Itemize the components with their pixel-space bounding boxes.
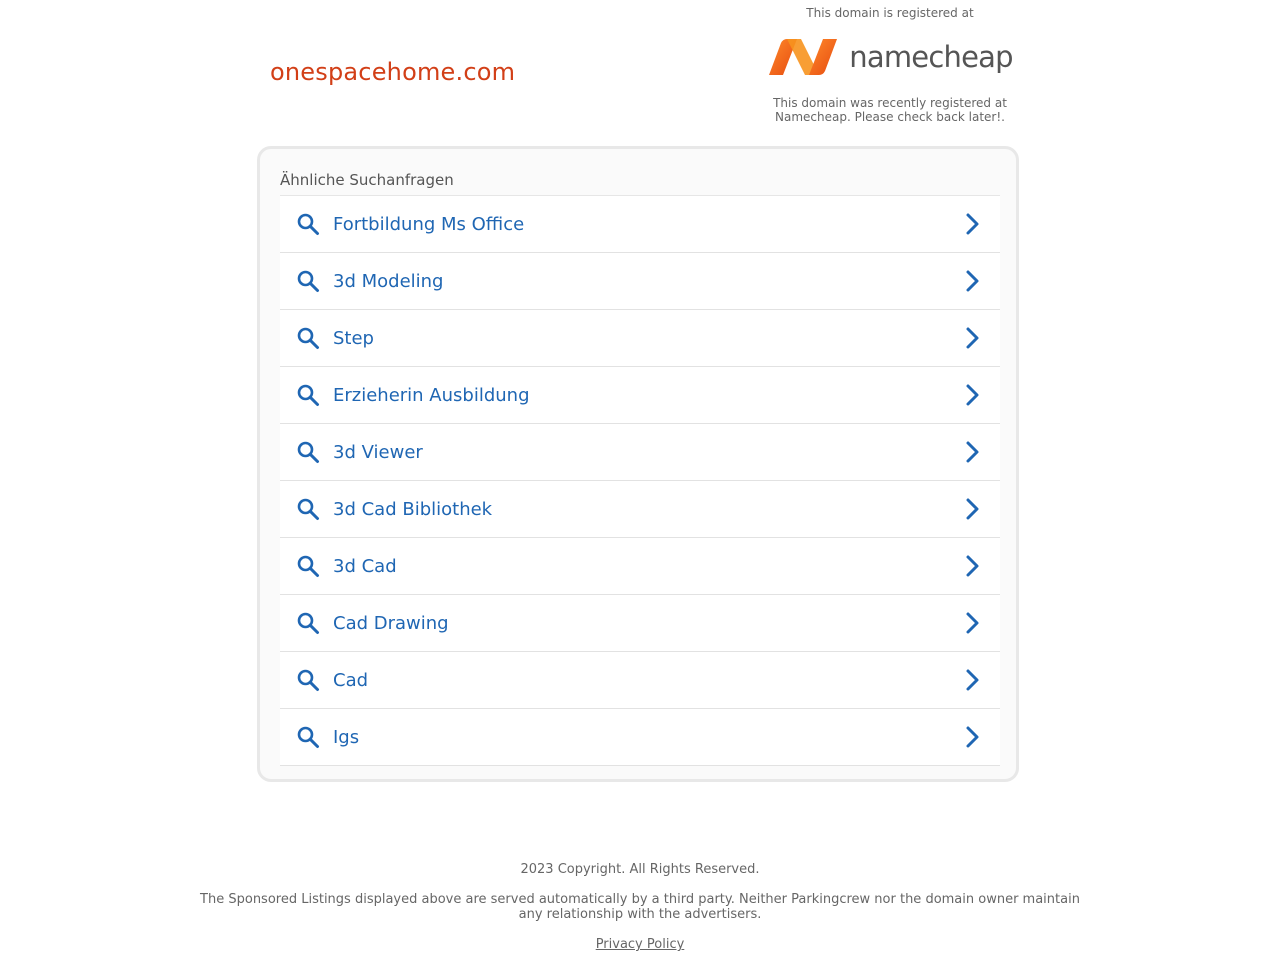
chevron-right-icon <box>962 725 984 749</box>
copyright-text: 2023 Copyright. All Rights Reserved. <box>520 862 760 877</box>
search-icon <box>296 554 320 578</box>
chevron-right-icon <box>962 668 984 692</box>
related-search-label: Erzieherin Ausbildung <box>333 384 530 406</box>
search-icon <box>296 326 320 350</box>
search-icon <box>296 668 320 692</box>
chevron-right-icon <box>962 554 984 578</box>
search-icon <box>296 497 320 521</box>
privacy-section <box>0 937 1280 952</box>
related-search-item[interactable] <box>280 652 1000 709</box>
related-search-item[interactable] <box>280 367 1000 424</box>
related-search-item[interactable] <box>280 538 1000 595</box>
chevron-right-icon <box>962 497 984 521</box>
domain-title: onespacehome.com <box>270 58 516 86</box>
recent-notice: This domain was recently registered at Namecheap. Please check back later!. <box>773 96 1007 124</box>
related-searches-panel <box>257 146 1019 782</box>
disclaimer <box>0 892 1280 922</box>
related-search-label: 3d Cad <box>333 555 397 577</box>
search-icon <box>296 725 320 749</box>
related-search-item[interactable] <box>280 709 1000 766</box>
chevron-right-icon <box>962 383 984 407</box>
related-search-label: Step <box>333 327 374 349</box>
related-search-label: 3d Modeling <box>333 270 444 292</box>
related-search-item[interactable] <box>280 424 1000 481</box>
search-icon <box>296 383 320 407</box>
related-search-item[interactable] <box>280 481 1000 538</box>
namecheap-mark-icon <box>767 37 839 77</box>
chevron-right-icon <box>962 611 984 635</box>
related-search-label: Cad Drawing <box>333 612 449 634</box>
search-icon <box>296 269 320 293</box>
registered-at-text: This domain is registered at <box>806 6 974 20</box>
related-search-item[interactable] <box>280 253 1000 310</box>
search-icon <box>296 611 320 635</box>
related-searches-list <box>280 195 1000 766</box>
disclaimer-text: The Sponsored Listings displayed above are served automatically by a third party. Neither Parkingcrew nor the domain owner maintain any relationship with the advertisers. <box>200 892 1080 922</box>
related-search-label: Fortbildung Ms Office <box>333 213 525 235</box>
related-search-item[interactable] <box>280 196 1000 253</box>
chevron-right-icon <box>962 212 984 236</box>
related-search-label: Igs <box>333 726 360 748</box>
privacy-policy-link[interactable]: Privacy Policy <box>595 937 685 952</box>
search-icon <box>296 212 320 236</box>
related-search-label: 3d Cad Bibliothek <box>333 498 493 520</box>
registrar-wordmark: namecheap <box>849 40 1013 74</box>
related-search-label: Cad <box>333 669 369 691</box>
namecheap-logo[interactable] <box>760 28 1020 86</box>
related-searches-title: Ähnliche Suchanfragen <box>280 171 454 189</box>
related-search-item[interactable] <box>280 595 1000 652</box>
related-search-item[interactable] <box>280 310 1000 367</box>
chevron-right-icon <box>962 440 984 464</box>
related-search-label: 3d Viewer <box>333 441 423 463</box>
search-icon <box>296 440 320 464</box>
chevron-right-icon <box>962 326 984 350</box>
chevron-right-icon <box>962 269 984 293</box>
registrar-box <box>760 0 1020 124</box>
